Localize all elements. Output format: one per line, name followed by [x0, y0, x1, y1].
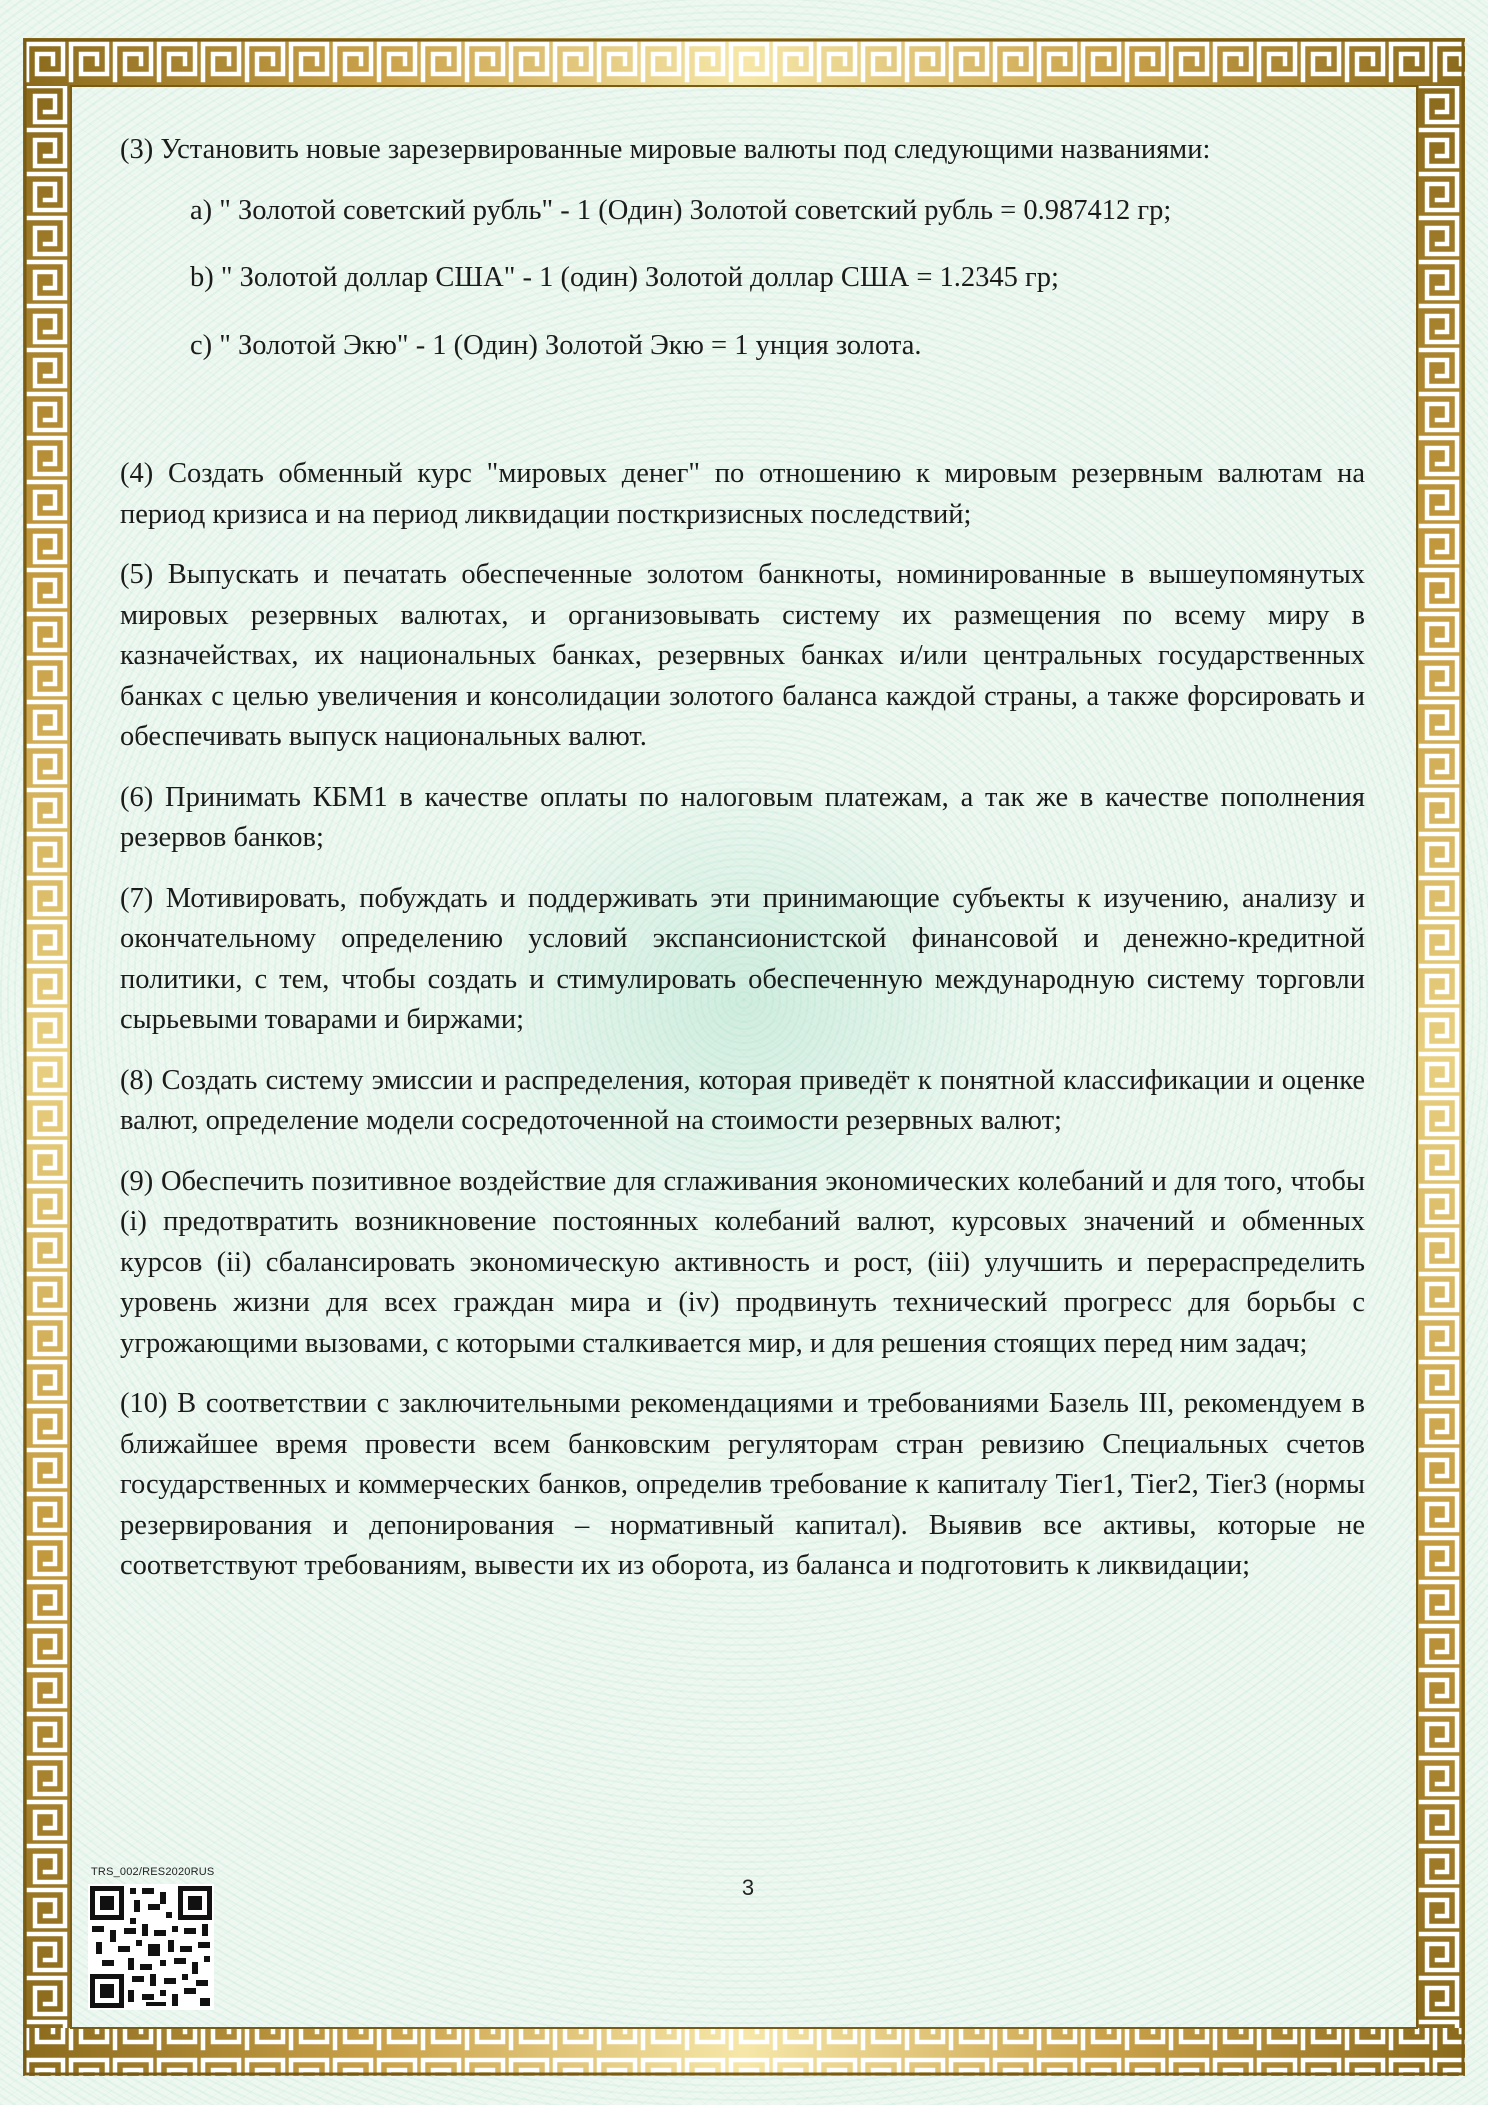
paragraph-3: (3) Установить новые зарезервированные мировые валюты под следующими названиями:	[120, 134, 1211, 165]
sub-item-c: c) " Золотой Экю" - 1 (Один) Золотой Экю = 1 унция золота.	[190, 329, 922, 361]
sub-item-a: a) " Золотой советский рубль" - 1 (Один) Золотой советский рубль = 0.987412 гр;	[190, 194, 1172, 226]
bottom-border-band	[23, 2028, 1465, 2076]
document-body	[120, 130, 1365, 1607]
document-code: TRS_002/RES2020RUS	[91, 1866, 215, 1878]
left-border-band	[23, 86, 71, 2028]
paragraph-4: (4) Создать обменный курс "мировых денег" по отношению к мировым резервным валютам на период кризиса и на период ликвидации посткризисных последствий;	[120, 458, 1365, 530]
paragraph-7: (7) Мотивировать, побуждать и поддерживать эти принимающие субъекты к изучению, анализу и окончательному определению условий экспансионистской финансовой и денежно-кредитной политики, с тем, чтобы создать и стимулировать обеспеченную международную систему торговли сырьевыми товарами и биржами;	[120, 882, 1365, 1035]
sub-item-b: b) " Золотой доллар США" - 1 (один) Золотой доллар США = 1.2345 гр;	[190, 262, 1059, 293]
paragraph-6: (6) Принимать КБМ1 в качестве оплаты по налоговым платежам, а так же в качестве пополнения резервов банков;	[120, 781, 1365, 853]
paragraph-8: (8) Создать систему эмиссии и распределения, которая приведёт к понятной классификации и оценке валют, определение модели сосредоточенной на стоимости резервных валют;	[120, 1064, 1365, 1136]
paragraph-10: (10) В соответствии с заключительными рекомендациями и требованиями Базель III, рекомендуем в ближайшее время провести всем банковским регуляторам стран ревизию Специальных счетов государственных и коммерческих банков, определив требование к капиталу Tier1, Tier2, Tier3 (нормы резервирования и депонирования – нормативный капитал). Выявив все активы, которые не соответствуют требованиям, вывести их из оборота, из баланса и подготовить к ликвидации;	[120, 1388, 1365, 1581]
page-number: 3	[741, 1875, 755, 1900]
qr-code	[88, 1884, 214, 2010]
paragraph-5: (5) Выпускать и печатать обеспеченные золотом банкноты, номинированные в вышеупомянутых мировых резервных валютах, и организовывать систему их размещения по всему миру в казначействах, их национальных банках, резервных банках и/или центральных государственных банках с целью увеличения и консолидации золотого баланса каждой страны, а также форсировать и обеспечивать выпуск национальных валют.	[120, 559, 1365, 752]
top-border-band	[23, 38, 1465, 86]
right-border-band	[1417, 86, 1465, 2028]
paragraph-9: (9) Обеспечить позитивное воздействие для сглаживания экономических колебаний и для того, чтобы (i) предотвратить возникновение постоянных колебаний валют, курсовых значений и обменных курсов (ii) сбалансировать экономическую активность и рост, (iii) улучшить и перераспределить уровень жизни для всех граждан мира и (iv) продвинуть технический прогресс для борьбы с угрожающими вызовами, с которыми сталкивается мир, и для решения стоящих перед ним задач;	[120, 1165, 1365, 1359]
